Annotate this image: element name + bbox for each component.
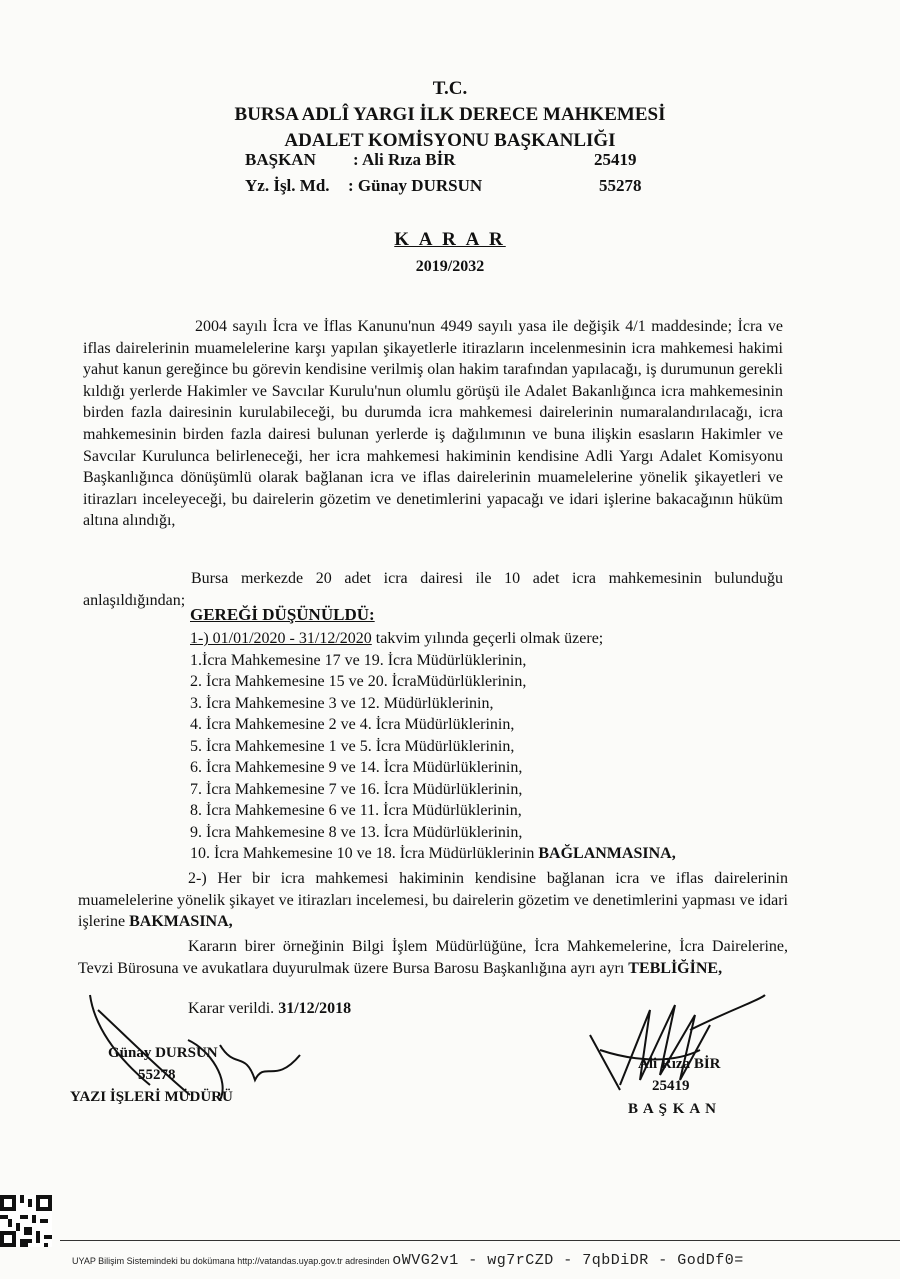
member-clerk-name: : Günay DURSUN	[348, 176, 483, 195]
list-item: 3. İcra Mahkemesine 3 ve 12. Müdürlüklerinin,	[190, 694, 494, 712]
member-president-title: BAŞKAN	[245, 150, 316, 169]
item-1-line	[190, 628, 810, 650]
decision-number: 2019/2032	[415, 258, 485, 275]
list-item: 1.İcra Mahkemesine 17 ve 19. İcra Müdürlüklerinin,	[190, 651, 527, 669]
decision-title: K A R A R	[394, 229, 506, 250]
list-item: 4. İcra Mahkemesine 2 ve 4. İcra Müdürlüklerinin,	[190, 716, 515, 733]
list-item-last	[190, 843, 810, 865]
left-signer-title: YAZI İŞLERİ MÜDÜRÜ	[70, 1089, 233, 1105]
last-assignment-bold: BAĞLANMASINA,	[538, 845, 676, 862]
item-3-bold: TEBLİĞİNE,	[628, 959, 723, 977]
member-clerk-number: 55278	[599, 176, 642, 195]
item-1-text: takvim yılında geçerli olmak üzere;	[371, 630, 604, 647]
list-item: 6. İcra Mahkemesine 9 ve 14. İcra Müdürlüklerinin,	[190, 759, 523, 776]
left-signer-number: 55278	[138, 1067, 176, 1083]
item-2-text: 2-) Her bir icra mahkemesi hakiminin kendisine bağlanan icra ve iflas dairelerinin muamelelerine yönelik şikayet ve itirazları incelemesi, bu dairelerin gözetim ve denetimlerini yapması ve idari işlerine	[78, 870, 788, 931]
decision-date-value: 31/12/2018	[278, 1000, 352, 1017]
member-president-number: 25419	[594, 150, 637, 169]
right-signature-scribble	[580, 990, 770, 1100]
header-court: BURSA ADLÎ YARGI İLK DERECE MAHKEMESİ	[234, 104, 666, 125]
body-text-2: Bursa merkezde 20 adet icra dairesi ile 10 adet icra mahkemesinin bulunduğu anlaşıldığından;	[83, 570, 783, 609]
item-2-paragraph	[78, 868, 788, 933]
item-3-paragraph	[78, 936, 788, 979]
assignment-list	[190, 628, 810, 865]
body-paragraph-1	[83, 316, 783, 532]
right-signer-title: B A Ş K A N	[628, 1101, 717, 1117]
list-item: 7. İcra Mahkemesine 7 ve 16. İcra Müdürlüklerinin,	[190, 780, 523, 798]
footer-line	[72, 1252, 744, 1269]
list-item: 9. İcra Mahkemesine 8 ve 13. İcra Müdürlüklerinin,	[190, 823, 523, 841]
last-assignment-text: 10. İcra Mahkemesine 10 ve 18. İcra Müdürlüklerinin	[190, 845, 539, 862]
item-1-date-range: 1-) 01/01/2020 - 31/12/2020	[190, 630, 372, 647]
member-president-name: : Ali Rıza BİR	[353, 150, 456, 169]
header-commission: ADALET KOMİSYONU BAŞKANLIĞI	[284, 130, 616, 151]
list-item: 5. İcra Mahkemesine 1 ve 5. İcra Müdürlüklerinin,	[190, 737, 515, 755]
footer-rule	[60, 1240, 900, 1241]
left-signer-name: Günay DURSUN	[108, 1045, 218, 1061]
footer-text: UYAP Bilişim Sistemindeki bu dokümana http://vatandas.uyap.gov.tr adresinden	[72, 1256, 390, 1266]
qr-code-icon	[0, 1195, 52, 1247]
left-signature-scribble	[70, 990, 330, 1110]
header-tc: T.C.	[432, 78, 468, 99]
body-text-1: 2004 sayılı İcra ve İflas Kanunu'nun 4949 sayılı yasa ile değişik 4/1 maddesinde; İcra ve iflas dairelerinin muamelelerine karşı yapılan şikayetlerle itirazların incelenmesinin icra mahkemesi hakimi yahut kanun gereğince bu görevin kendisine verilmiş olan hakim tarafından yapılacağı, iş durumunun gerekli kıldığı yerlerde Hakimler ve Savcılar Kurulu'nun olumlu görüşü ile Adalet Bakanlığınca icra mahkemesinin birden fazla dairesinin kurulabileceği, bu durumda icra mahkemesi dairelerinin numaralandırılacağı, icra mahkemesinin birden fazla dairesi bulunan yerlerde iş dağılımının ve buna ilişkin esasların Hakimler ve Savcılar Kurulunca belirleneceği, her icra mahkemesi hakiminin kendisine Adli Yargı Adalet Komisyonu Başkanlığınca dönüşümlü olarak bağlanan icra ve iflas dairelerinin muamelelerine yönelik şikayetleri ve itirazları inceleyeceği, bu dairelerin gözetim ve denetimlerini yapacağı ve idari işlerine bakacağının hüküm altına alındığı,	[83, 318, 783, 530]
right-signer-number: 25419	[652, 1078, 690, 1094]
list-item: 2. İcra Mahkemesine 15 ve 20. İcraMüdürlüklerinin,	[190, 673, 527, 690]
member-clerk-title: Yz. İşl. Md.	[245, 176, 330, 195]
body-paragraph-2	[83, 568, 783, 611]
list-item: 8. İcra Mahkemesine 6 ve 11. İcra Müdürlüklerinin,	[190, 802, 522, 819]
item-2-bold: BAKMASINA,	[129, 913, 233, 931]
decision-date-label: Karar verildi.	[188, 1000, 279, 1017]
item-3-text: Kararın birer örneğinin Bilgi İşlem Müdürlüğüne, İcra Mahkemelerine, İcra Dairelerine, Tevzi Bürosuna ve avukatlara duyurulmak üzere Bursa Barosu Başkanlığına ayrı ayrı	[78, 938, 788, 977]
right-signer-name: Ali Rıza BİR	[638, 1056, 721, 1072]
footer-verification-code: oWVG2v1 - wg7rCZD - 7qbDiDR - GodDf0=	[392, 1252, 744, 1269]
resolution-heading: GEREĞİ DÜŞÜNÜLDÜ:	[190, 605, 375, 624]
